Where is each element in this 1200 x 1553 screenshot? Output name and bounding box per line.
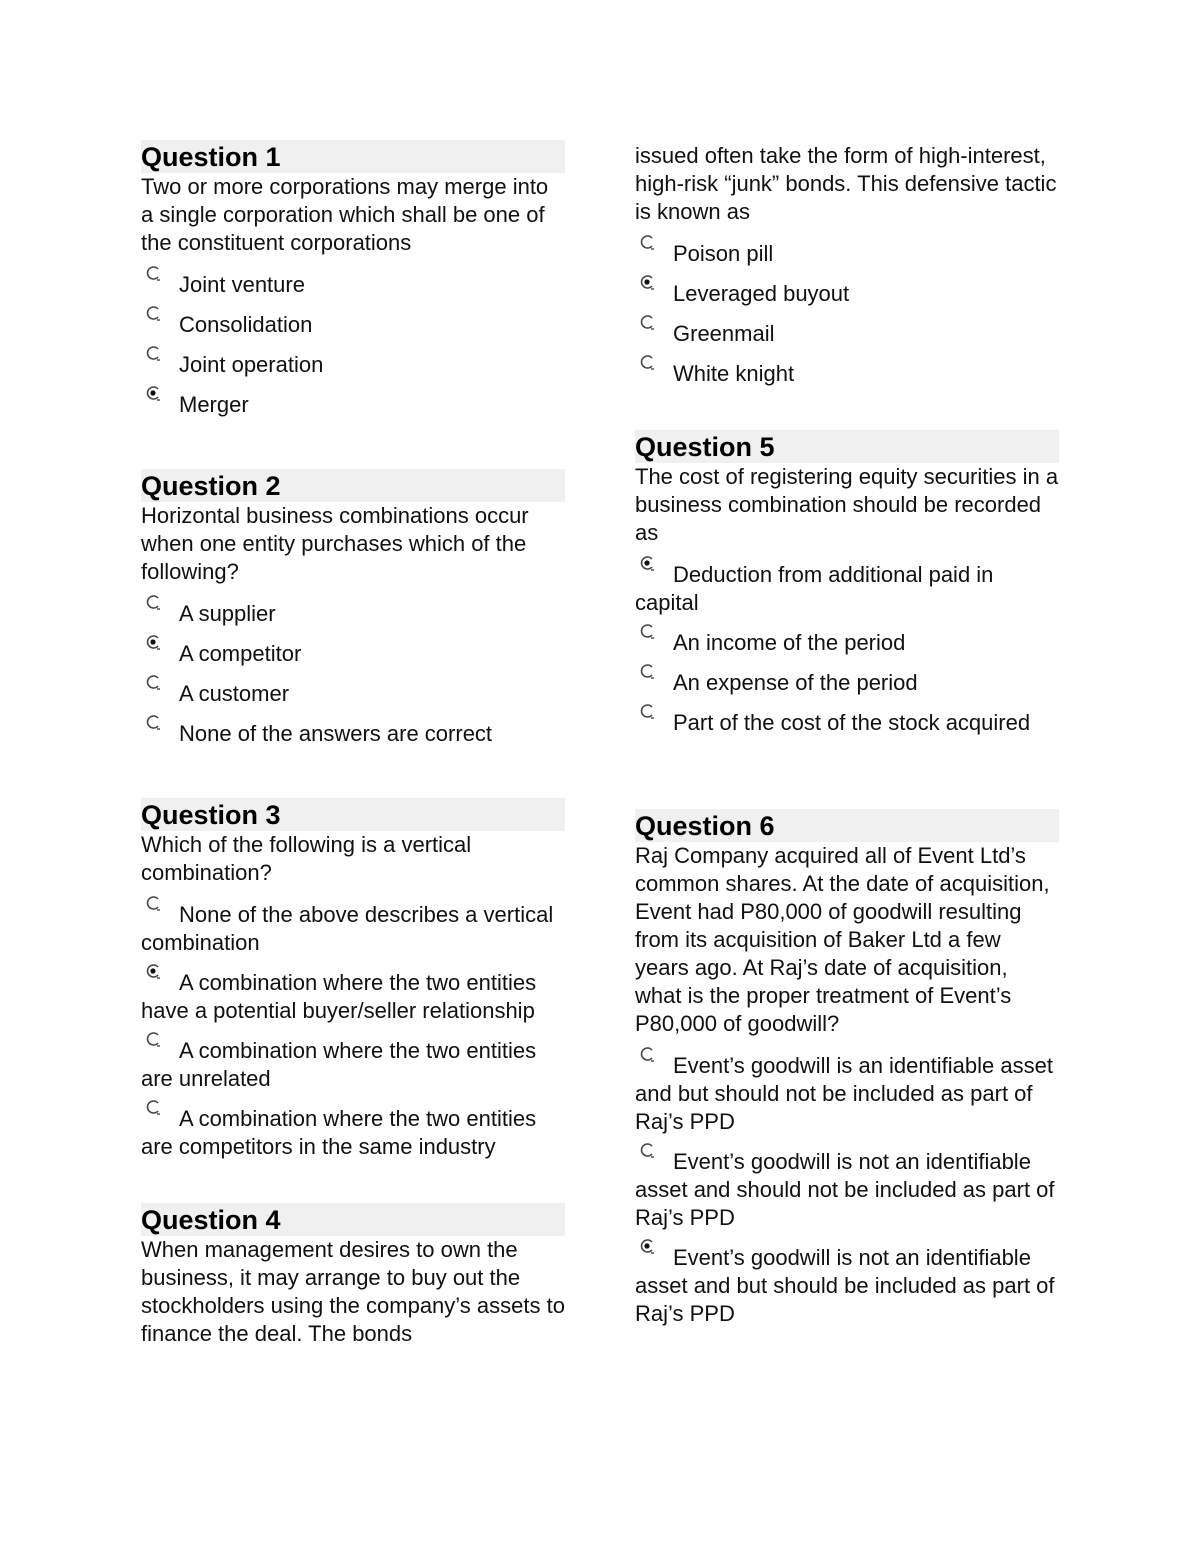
question-title: Question 2: [141, 469, 565, 502]
answer-option[interactable]: [635, 669, 1059, 697]
answer-label: Event’s goodwill is not an identifiable asset and but should be included as part of Raj’s PPD: [635, 1245, 1055, 1326]
answer-label: A combination where the two entities are unrelated: [141, 1038, 537, 1091]
radio-button-icon[interactable]: [145, 963, 162, 980]
question-text-continued: issued often take the form of high-interest, high-risk “junk” bonds. This defensive tactic is known as: [635, 143, 1057, 224]
radio-button-icon[interactable]: [145, 305, 162, 322]
radio-selected-dot: [150, 968, 155, 973]
answer-label: A customer: [179, 681, 290, 706]
question-text: When management desires to own the business, it may arrange to buy out the stockholders using the company’s assets to finance the deal. The bonds: [141, 1237, 565, 1346]
radio-button-icon[interactable]: [145, 594, 162, 611]
answer-label: Joint venture: [179, 272, 305, 297]
radio-button-icon[interactable]: [145, 714, 162, 731]
radio-button-icon[interactable]: [639, 623, 656, 640]
answer-option[interactable]: [635, 1148, 1059, 1232]
radio-selected-dot: [644, 279, 649, 284]
question-text: The cost of registering equity securities in a business combination should be recorded as: [635, 464, 1059, 545]
question-5: [635, 430, 1059, 737]
answer-label: Event’s goodwill is not an identifiable asset and should not be included as part of Raj’s PPD: [635, 1149, 1055, 1230]
radio-button-icon[interactable]: [639, 703, 656, 720]
answer-option[interactable]: [141, 969, 565, 1025]
radio-button-icon[interactable]: [639, 555, 656, 572]
question-title: Question 4: [141, 1203, 565, 1236]
radio-button-icon[interactable]: [639, 274, 656, 291]
answer-label: Greenmail: [673, 321, 775, 346]
answer-option[interactable]: [141, 720, 565, 748]
answer-options: [141, 271, 565, 419]
answer-option[interactable]: [141, 1105, 565, 1161]
answer-options: [141, 901, 565, 1161]
radio-selected-dot: [644, 560, 649, 565]
question-4-continued: [635, 142, 1059, 388]
answer-label: White knight: [673, 361, 795, 386]
radio-selected-dot: [150, 639, 155, 644]
answer-options: [141, 600, 565, 748]
radio-button-icon[interactable]: [145, 385, 162, 402]
answer-option[interactable]: [141, 391, 565, 419]
answer-option[interactable]: [635, 280, 1059, 308]
radio-button-icon[interactable]: [639, 1238, 656, 1255]
answer-option[interactable]: [141, 271, 565, 299]
radio-button-icon[interactable]: [145, 634, 162, 651]
radio-selected-dot: [644, 1243, 649, 1248]
answer-label: Consolidation: [179, 312, 313, 337]
answer-option[interactable]: [141, 640, 565, 668]
radio-button-icon[interactable]: [145, 674, 162, 691]
question-4: [141, 1203, 565, 1348]
right-column: [635, 142, 1059, 1340]
answer-option[interactable]: [141, 680, 565, 708]
radio-button-icon[interactable]: [639, 663, 656, 680]
radio-button-icon[interactable]: [639, 354, 656, 371]
answer-option[interactable]: [635, 360, 1059, 388]
question-text: Which of the following is a vertical combination?: [141, 832, 472, 885]
answer-label: Poison pill: [673, 241, 774, 266]
answer-label: Event’s goodwill is an identifiable asset and but should not be included as part of Raj’s PPD: [635, 1053, 1053, 1134]
answer-option[interactable]: [141, 311, 565, 339]
answer-label: An income of the period: [673, 630, 906, 655]
answer-options: [635, 240, 1059, 388]
radio-button-icon[interactable]: [639, 1142, 656, 1159]
answer-option[interactable]: [141, 600, 565, 628]
answer-option[interactable]: [635, 561, 1059, 617]
answer-label: Deduction from additional paid in capital: [635, 562, 994, 615]
question-text: Horizontal business combinations occur when one entity purchases which of the following?: [141, 503, 529, 584]
answer-label: An expense of the period: [673, 670, 918, 695]
answer-label: Leveraged buyout: [673, 281, 850, 306]
answer-label: None of the above describes a vertical combination: [141, 902, 554, 955]
question-text: Raj Company acquired all of Event Ltd’s common shares. At the date of acquisition, Event had P80,000 of goodwill resulting from its acquisition of Baker Ltd a few years ago. At Raj’s date of acquisition, what is the proper treatment of Event’s P80,000 of goodwill?: [635, 843, 1050, 1036]
answer-option[interactable]: [635, 709, 1059, 737]
radio-button-icon[interactable]: [145, 895, 162, 912]
radio-button-icon[interactable]: [145, 1031, 162, 1048]
radio-button-icon[interactable]: [145, 265, 162, 282]
answer-label: A combination where the two entities have a potential buyer/seller relationship: [141, 970, 537, 1023]
radio-button-icon[interactable]: [145, 1099, 162, 1116]
radio-button-icon[interactable]: [145, 345, 162, 362]
answer-option[interactable]: [141, 351, 565, 379]
answer-option[interactable]: [635, 1244, 1059, 1328]
radio-selected-dot: [150, 390, 155, 395]
radio-button-icon[interactable]: [639, 234, 656, 251]
answer-label: None of the answers are correct: [179, 721, 493, 746]
question-3: [141, 798, 565, 1161]
answer-options: [635, 561, 1059, 737]
answer-option[interactable]: [635, 240, 1059, 268]
question-text: Two or more corporations may merge into a single corporation which shall be one of the constituent corporations: [141, 174, 549, 255]
answer-option[interactable]: [635, 629, 1059, 657]
answer-label: Merger: [179, 392, 249, 417]
answer-label: Joint operation: [179, 352, 324, 377]
answer-label: A combination where the two entities are competitors in the same industry: [141, 1106, 537, 1159]
question-2: [141, 469, 565, 748]
answer-option[interactable]: [635, 1052, 1059, 1136]
answer-label: Part of the cost of the stock acquired: [673, 710, 1031, 735]
radio-button-icon[interactable]: [639, 1046, 656, 1063]
answer-label: A supplier: [179, 601, 276, 626]
left-column: [141, 140, 565, 1362]
question-title: Question 5: [635, 430, 1059, 463]
question-6: [635, 809, 1059, 1328]
question-title: Question 6: [635, 809, 1059, 842]
question-title: Question 3: [141, 798, 565, 831]
answer-option[interactable]: [141, 901, 565, 957]
answer-option[interactable]: [635, 320, 1059, 348]
answer-options: [635, 1052, 1059, 1328]
answer-label: A competitor: [179, 641, 302, 666]
question-1: [141, 140, 565, 419]
question-title: Question 1: [141, 140, 565, 173]
radio-button-icon[interactable]: [639, 314, 656, 331]
answer-option[interactable]: [141, 1037, 565, 1093]
